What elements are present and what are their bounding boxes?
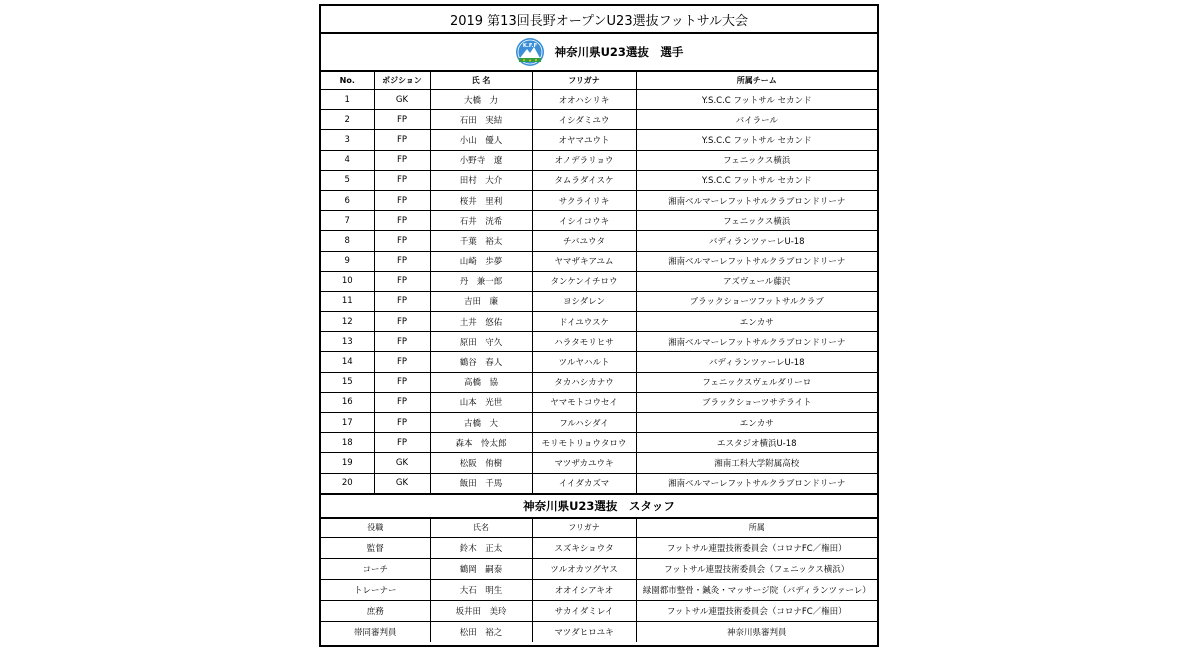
player-name: 小山 優人	[430, 130, 532, 150]
player-position: FP	[374, 190, 430, 210]
table-row	[321, 190, 877, 210]
staff-header-row	[321, 519, 877, 538]
player-position: FP	[374, 271, 430, 291]
table-row	[321, 211, 877, 231]
table-row	[321, 473, 877, 494]
table-row	[321, 392, 877, 412]
player-club: フェニックス横浜	[636, 150, 877, 170]
players-header-row	[321, 72, 877, 90]
player-position: FP	[374, 352, 430, 372]
player-club: Y.S.C.C フットサル セカンド	[636, 130, 877, 150]
player-position: FP	[374, 291, 430, 311]
player-number: 15	[321, 372, 374, 392]
player-club: Y.S.C.C フットサル セカンド	[636, 90, 877, 110]
player-furigana: チバユウタ	[532, 231, 636, 251]
player-position: FP	[374, 413, 430, 433]
table-row	[321, 352, 877, 372]
player-club: 湘南工科大学附属高校	[636, 453, 877, 473]
player-club: バイラール	[636, 110, 877, 130]
staff-furigana: オオイシアキオ	[532, 579, 636, 600]
player-furigana: タムラダイスケ	[532, 170, 636, 190]
player-position: GK	[374, 473, 430, 494]
table-row	[321, 231, 877, 251]
player-name: 山崎 歩夢	[430, 251, 532, 271]
player-position: FP	[374, 211, 430, 231]
player-number: 5	[321, 170, 374, 190]
player-name: 森本 怜太郎	[430, 433, 532, 453]
player-position: FP	[374, 110, 430, 130]
staff-name: 松田 裕之	[430, 621, 532, 642]
player-furigana: ヤマザキアユム	[532, 251, 636, 271]
player-club: バディランツァーレU-18	[636, 352, 877, 372]
player-club: フェニックス横浜	[636, 211, 877, 231]
players-section-title: 神奈川県U23選抜 選手	[554, 45, 684, 59]
player-name: 大橋 力	[430, 90, 532, 110]
player-furigana: オヤマユウト	[532, 130, 636, 150]
player-number: 17	[321, 413, 374, 433]
col-staff-name-header: 氏名	[430, 519, 532, 538]
player-position: GK	[374, 453, 430, 473]
player-name: 吉田 廉	[430, 291, 532, 311]
player-name: 鶴谷 春人	[430, 352, 532, 372]
staff-affiliation: フットサル連盟技術委員会（コロナFC／権田）	[636, 537, 877, 558]
table-row	[321, 600, 877, 621]
staff-affiliation: フットサル連盟技術委員会（フェニックス横浜）	[636, 558, 877, 579]
player-club: 湘南ベルマーレフットサルクラブロンドリーナ	[636, 473, 877, 494]
table-row	[321, 90, 877, 110]
table-row	[321, 291, 877, 311]
table-row	[321, 453, 877, 473]
player-furigana: オノデラリョウ	[532, 150, 636, 170]
staff-role: 庶務	[321, 600, 430, 621]
player-furigana: ヨシダレン	[532, 291, 636, 311]
player-number: 4	[321, 150, 374, 170]
player-name: 山本 光世	[430, 392, 532, 412]
player-furigana: モリモトリョウタロウ	[532, 433, 636, 453]
document-title: 2019 第13回長野オープンU23選抜フットサル大会	[321, 6, 877, 34]
player-number: 11	[321, 291, 374, 311]
table-row	[321, 433, 877, 453]
player-club: ブラックショーツフットサルクラブ	[636, 291, 877, 311]
table-row	[321, 312, 877, 332]
player-number: 13	[321, 332, 374, 352]
player-club: バディランツァーレU-18	[636, 231, 877, 251]
player-club: エンカサ	[636, 312, 877, 332]
staff-name: 坂井田 美玲	[430, 600, 532, 621]
player-position: GK	[374, 90, 430, 110]
player-number: 2	[321, 110, 374, 130]
player-name: 小野寺 遼	[430, 150, 532, 170]
table-row	[321, 110, 877, 130]
player-number: 6	[321, 190, 374, 210]
federation-logo-icon	[515, 37, 545, 67]
player-name: 松阪 侑樹	[430, 453, 532, 473]
player-furigana: イシダミユウ	[532, 110, 636, 130]
player-number: 19	[321, 453, 374, 473]
player-position: FP	[374, 170, 430, 190]
player-name: 田村 大介	[430, 170, 532, 190]
player-name: 高橋 協	[430, 372, 532, 392]
table-row	[321, 621, 877, 642]
player-furigana: イシイコウキ	[532, 211, 636, 231]
player-position: FP	[374, 150, 430, 170]
player-club: 湘南ベルマーレフットサルクラブロンドリーナ	[636, 190, 877, 210]
player-name: 丹 兼一郎	[430, 271, 532, 291]
table-row	[321, 413, 877, 433]
players-section-header	[321, 34, 877, 72]
staff-role: 帯同審判員	[321, 621, 430, 642]
player-number: 20	[321, 473, 374, 494]
player-position: FP	[374, 332, 430, 352]
player-name: 石田 実結	[430, 110, 532, 130]
player-number: 7	[321, 211, 374, 231]
player-position: FP	[374, 433, 430, 453]
player-number: 14	[321, 352, 374, 372]
player-number: 16	[321, 392, 374, 412]
staff-role: トレーナー	[321, 579, 430, 600]
player-number: 10	[321, 271, 374, 291]
staff-affiliation: 神奈川県審判員	[636, 621, 877, 642]
table-row	[321, 558, 877, 579]
player-number: 1	[321, 90, 374, 110]
players-table	[321, 72, 877, 495]
table-row	[321, 271, 877, 291]
col-number-header: No.	[321, 72, 374, 90]
player-name: 桜井 里利	[430, 190, 532, 210]
player-position: FP	[374, 231, 430, 251]
player-position: FP	[374, 130, 430, 150]
player-club: エスタジオ横浜U-18	[636, 433, 877, 453]
player-position: FP	[374, 392, 430, 412]
staff-role: 監督	[321, 537, 430, 558]
col-affiliation-header: 所属	[636, 519, 877, 538]
table-row	[321, 579, 877, 600]
staff-table	[321, 519, 877, 642]
staff-name: 鈴木 正太	[430, 537, 532, 558]
player-name: 千葉 裕太	[430, 231, 532, 251]
player-name: 石井 洸希	[430, 211, 532, 231]
table-row	[321, 130, 877, 150]
table-row	[321, 537, 877, 558]
player-furigana: タカハシカナウ	[532, 372, 636, 392]
staff-affiliation: フットサル連盟技術委員会（コロナFC／権田）	[636, 600, 877, 621]
player-number: 12	[321, 312, 374, 332]
staff-furigana: サカイダミレイ	[532, 600, 636, 621]
col-furigana-header: フリガナ	[532, 72, 636, 90]
player-furigana: ヤマモトコウセイ	[532, 392, 636, 412]
table-row	[321, 170, 877, 190]
col-role-header: 役職	[321, 519, 430, 538]
staff-name: 大石 明生	[430, 579, 532, 600]
player-furigana: マツザカユウキ	[532, 453, 636, 473]
player-name: 古橋 大	[430, 413, 532, 433]
col-club-header: 所属チーム	[636, 72, 877, 90]
player-position: FP	[374, 372, 430, 392]
staff-furigana: マツダヒロユキ	[532, 621, 636, 642]
col-position-header: ポジション	[374, 72, 430, 90]
col-staff-furigana-header: フリガナ	[532, 519, 636, 538]
table-row	[321, 332, 877, 352]
player-number: 8	[321, 231, 374, 251]
staff-affiliation: 緑園都市整骨・鍼灸・マッサージ院（バディランツァーレ）	[636, 579, 877, 600]
staff-role: コーチ	[321, 558, 430, 579]
player-club: エンカサ	[636, 413, 877, 433]
staff-section-header: 神奈川県U23選抜 スタッフ	[321, 495, 877, 519]
player-furigana: オオハシリキ	[532, 90, 636, 110]
player-furigana: フルハシダイ	[532, 413, 636, 433]
player-name: 原田 守久	[430, 332, 532, 352]
player-furigana: ハラタモリヒサ	[532, 332, 636, 352]
table-row	[321, 251, 877, 271]
player-number: 9	[321, 251, 374, 271]
player-name: 飯田 千馬	[430, 473, 532, 494]
table-row	[321, 150, 877, 170]
player-furigana: ドイユウスケ	[532, 312, 636, 332]
player-position: FP	[374, 312, 430, 332]
player-club: ブラックショーツサテライト	[636, 392, 877, 412]
player-furigana: ツルヤハルト	[532, 352, 636, 372]
player-club: フェニックスヴェルダリーロ	[636, 372, 877, 392]
staff-name: 鶴岡 嗣泰	[430, 558, 532, 579]
roster-sheet	[319, 4, 879, 647]
table-row	[321, 372, 877, 392]
player-position: FP	[374, 251, 430, 271]
player-club: Y.S.C.C フットサル セカンド	[636, 170, 877, 190]
logo-text: K.F.F	[522, 43, 537, 49]
staff-furigana: ツルオカツグヤス	[532, 558, 636, 579]
player-furigana: サクライリキ	[532, 190, 636, 210]
player-club: 湘南ベルマーレフットサルクラブロンドリーナ	[636, 332, 877, 352]
player-club: 湘南ベルマーレフットサルクラブロンドリーナ	[636, 251, 877, 271]
player-name: 土井 悠佑	[430, 312, 532, 332]
col-name-header: 氏 名	[430, 72, 532, 90]
player-furigana: タンケンイチロウ	[532, 271, 636, 291]
player-club: アズヴェール藤沢	[636, 271, 877, 291]
player-furigana: イイダカズマ	[532, 473, 636, 494]
staff-furigana: スズキショウタ	[532, 537, 636, 558]
player-number: 18	[321, 433, 374, 453]
player-number: 3	[321, 130, 374, 150]
